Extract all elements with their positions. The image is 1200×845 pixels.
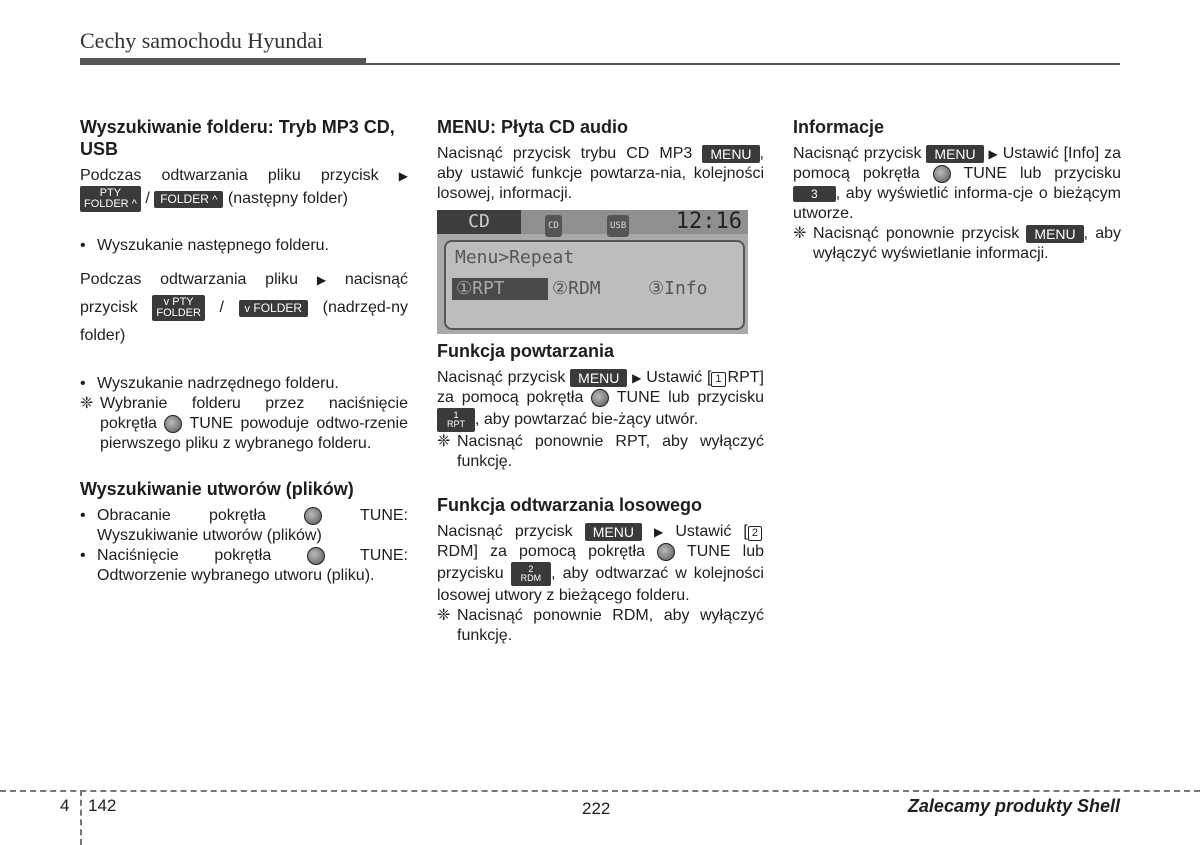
footer-divider [80, 790, 82, 845]
pty-folder-down-key: v PTY FOLDER [152, 295, 205, 321]
display-mode: CD [437, 210, 521, 234]
note-mark: ❈ [793, 225, 807, 243]
note-mark: ❈ [437, 607, 451, 625]
list-item: • Wyszukanie następnego folderu. [80, 236, 408, 256]
page-number: 222 [582, 799, 611, 818]
paragraph-parent-folder: Podczas odtwarzania pliku ▶ nacisnąć przycisk v PTY FOLDER / v FOLDER (nadrzęd-ny folder) [80, 266, 408, 350]
menu-key: MENU [926, 145, 983, 163]
number-2-icon: 2 [748, 526, 762, 541]
key-3: 3 [793, 186, 836, 202]
paragraph-info: Nacisnąć przycisk MENU ▶ Ustawić [Info] za pomocą pokrętła TUNE lub przycisku 3 , aby wyświetlić informa-cje o bieżącym utworze. [793, 145, 1121, 223]
chevron-up-icon: ^ [212, 193, 218, 206]
column-1 [80, 116, 408, 586]
heading-menu-cd: MENU: Płyta CD audio [437, 117, 629, 137]
note: ❈ Wybranie folderu przez naciśnięcie pokrętła TUNE powoduje odtwo-rzenie pierwszego pliku z wybranego folderu. [80, 395, 409, 453]
display-status-bar [437, 210, 748, 234]
chevron-down-icon: v [244, 302, 251, 315]
rdm-key: 2 RDM [511, 562, 552, 586]
folder-up-key: FOLDER ^ [154, 191, 223, 208]
header-bar [80, 58, 366, 65]
play-icon: ▶ [988, 147, 998, 161]
paragraph-menu: Nacisnąć przycisk trybu CD MP3 MENU , aby ustawić funkcje powtarza-nia, kolejności losowej, informacji. [437, 145, 764, 202]
play-icon: ▶ [632, 371, 642, 385]
note: ❈ Nacisnąć ponownie RDM, aby wyłączyć funkcję. [437, 607, 764, 645]
header-rule [366, 63, 1120, 65]
play-icon: ▶ [398, 169, 408, 183]
cd-indicator: CD [545, 215, 562, 237]
heading-repeat: Funkcja powtarzania [437, 341, 615, 361]
menu-key: MENU [585, 523, 642, 541]
rpt-key: 1 RPT [437, 408, 475, 432]
header-title: Cechy samochodu Hyundai [80, 28, 324, 53]
paragraph-next-folder: Podczas odtwarzania pliku przycisk ▶ PTY FOLDER ^ / FOLDER ^ (następny folder) [80, 167, 408, 211]
list-item: • Obracanie pokrętła TUNE: Wyszukiwanie utworów (plików) [80, 506, 408, 546]
section-page-number: 142 [88, 796, 117, 815]
display-clock: 12:16 [675, 209, 742, 234]
pty-folder-up-key: PTY FOLDER ^ [80, 186, 141, 212]
footer-rule [0, 790, 1200, 792]
display-option-rpt: ①RPT [452, 278, 548, 300]
chevron-down-icon: v [163, 296, 170, 309]
heading-folder-search: Wyszukiwanie folderu: Tryb MP3 CD, USB [80, 117, 395, 159]
heading-random: Funkcja odtwarzania losowego [437, 495, 703, 516]
tune-knob-icon [307, 547, 325, 565]
tune-knob-icon [164, 415, 182, 433]
tune-knob-icon [933, 165, 951, 183]
paragraph-random: Nacisnąć przycisk MENU ▶ Ustawić [ 2RDM] za pomocą pokrętła TUNE lub przycisku 2 RDM , aby odtwarzać w kolejności losowej utwory z bieżącego folderu. [437, 523, 764, 605]
column-3 [793, 116, 1121, 264]
play-icon: ▶ [654, 525, 664, 540]
note-mark: ❈ [80, 395, 94, 413]
radio-display-screen [437, 210, 748, 334]
note: ❈ Nacisnąć ponownie RPT, aby wyłączyć funkcję. [437, 433, 764, 471]
display-options [452, 278, 737, 300]
menu-key: MENU [570, 369, 627, 387]
paragraph-repeat: Nacisnąć przycisk MENU ▶ Ustawić [ 1 RPT] za pomocą pokrętła TUNE lub przycisku 1 RPT , aby powtarzać bie-żący utwór. [437, 368, 764, 432]
chevron-up-icon: ^ [131, 198, 137, 211]
tune-knob-icon [304, 507, 322, 525]
chapter-number: 4 [60, 796, 70, 815]
note-mark: ❈ [437, 433, 451, 451]
display-option-info: ③Info [648, 278, 708, 299]
list-item: • Wyszukanie nadrzędnego folderu. [80, 374, 408, 394]
heading-info: Informacje [793, 117, 885, 137]
heading-track-search: Wyszukiwanie utworów (plików) [80, 479, 354, 500]
tune-knob-icon [657, 543, 675, 561]
note: ❈ Nacisnąć ponownie przycisk MENU , aby wyłączyć wyświetlanie informacji. [793, 225, 1121, 263]
usb-indicator: USB [607, 215, 629, 237]
tune-knob-icon [591, 389, 609, 407]
menu-key: MENU [1026, 225, 1083, 243]
play-icon: ▶ [316, 273, 327, 288]
folder-down-key: v FOLDER [239, 300, 309, 317]
menu-key: MENU [702, 145, 759, 163]
display-menu-panel [444, 240, 745, 330]
display-menu-path: Menu>Repeat [455, 247, 575, 268]
footer-slogan: Zalecamy produkty Shell [907, 796, 1120, 816]
list-item: • Naciśnięcie pokrętła TUNE: Odtworzenie wybranego utworu (pliku). [80, 546, 408, 586]
display-option-rdm: ②RDM [552, 278, 601, 299]
column-2 [437, 116, 764, 646]
number-1-icon: 1 [711, 372, 725, 387]
